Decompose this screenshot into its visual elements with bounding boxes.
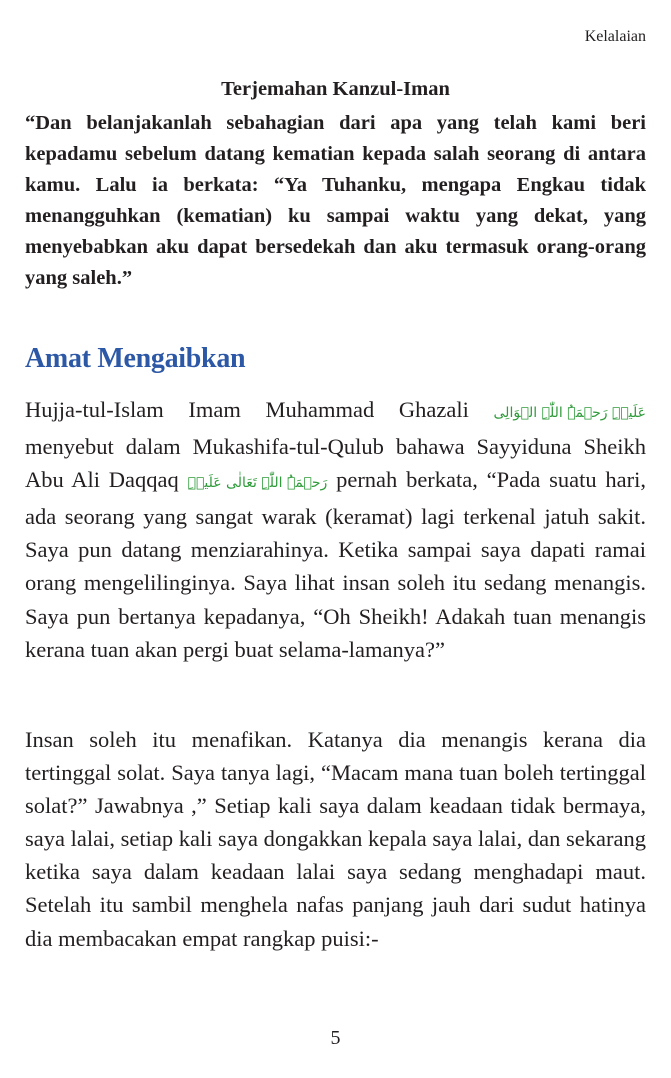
- arabic-honorific-1: عَلَیۡہِ رَحۡمَۃُ اللّٰہِ الۡوَالِی: [493, 405, 646, 421]
- section-heading: Amat Mengaibkan: [25, 343, 246, 374]
- translation-title: Terjemahan Kanzul-Iman: [221, 78, 450, 100]
- paragraph1-text-c: pernah berkata, “Pada suatu hari, ada seorang yang sangat warak (keramat) lagi terkenal jatuh sakit. Saya pun datang menziarahinya. Ketika sampai saya dapati ramai orang mengelilinginya. Saya lihat insan soleh itu sedang menangis. Saya pun bertanya kepadanya, “Oh Sheikh! Adakah tuan menangis kerana tuan akan pergi buat selama-lamanya?”: [25, 467, 647, 662]
- body-paragraph-1: [25, 393, 646, 666]
- running-header: Kelalaian: [584, 28, 646, 45]
- paragraph1-text-b: menyebut dalam Mukashifa-tul-Qulub bahawa Sayyiduna Sheikh Abu Ali Daqqaq: [25, 434, 646, 493]
- translation-quote: “Dan belanjakanlah sebahagian dari apa yang telah kami beri kepadamu sebelum datang kematian kepada salah seorang di antara kamu. Lalu ia berkata: “Ya Tuhanku, mengapa Engkau tidak menangguhkan (kematian) ku sampai waktu yang dekat, yang menyebabkan aku dapat bersedekah dan aku termasuk orang-orang yang saleh.”: [25, 112, 646, 289]
- body-paragraph-2: Insan soleh itu menafikan. Katanya dia menangis kerana dia tertinggal solat. Saya tanya lagi, “Macam mana tuan boleh tertinggal solat?” Jawabnya ,” Setiap kali saya dalam keadaan tidak bermaya, saya lalai, setiap kali saya dongakkan kepala saya lalai, dan sekarang ketika saya dalam keadaan lalai saya sedang menghadapi maut. Setelah itu sambil menghela nafas panjang jauh dari sudut hatinya dia membacakan empat rangkap puisi:-: [25, 727, 646, 951]
- paragraph1-text-a: Hujja-tul-Islam Imam Muhammad Ghazali: [25, 397, 469, 422]
- arabic-honorific-2: رَحۡمَۃُ اللّٰہِ تَعَالٰی عَلَیۡہِ: [187, 475, 328, 492]
- page-number: 5: [330, 1027, 341, 1049]
